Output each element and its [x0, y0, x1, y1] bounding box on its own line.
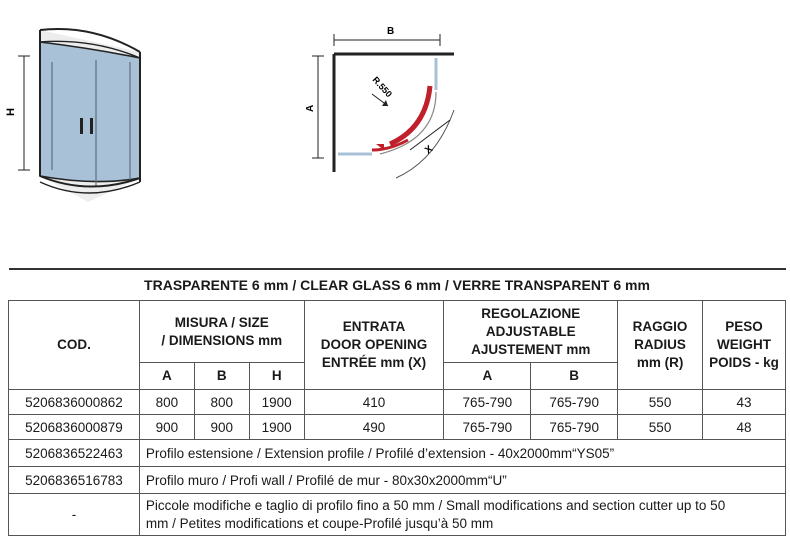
header-adj-line3: AJUSTEMENT mm: [471, 341, 591, 357]
header-adj-line1: REGOLAZIONE: [481, 305, 581, 321]
note-line1: Piccole modifiche e taglio di profilo fino a 50 mm / Small modifications and section cutter up to 50: [145, 497, 726, 513]
accessory-row: [9, 467, 786, 494]
header-adjustable: [444, 301, 618, 363]
table-title: TRASPARENTE 6 mm / CLEAR GLASS 6 mm / VERRE TRANSPARENT 6 mm: [144, 277, 650, 293]
header-adj-line2: ADJUSTABLE: [485, 323, 576, 339]
cell-adj-b: 765-790: [531, 415, 618, 440]
header-radius-line1: RAGGIO: [632, 319, 688, 334]
header-weight-line1: PESO: [725, 319, 763, 334]
table-row: [9, 415, 786, 440]
header-radius-line3: mm (R): [636, 355, 684, 370]
note-description: [139, 494, 785, 536]
header-entry-line1: ENTRATA: [342, 319, 406, 334]
cell-entry: 490: [304, 415, 444, 440]
cell-adj-a: 765-790: [444, 390, 531, 415]
cell-adj-b: 765-790: [531, 390, 618, 415]
accessory-row: [9, 440, 786, 467]
subheader-adj-a: A: [444, 363, 531, 390]
header-entry-line2: DOOR OPENING: [320, 337, 428, 352]
header-entry: [304, 301, 444, 390]
cell-cod: 5206836000879: [9, 415, 140, 440]
accessory-cod: 5206836522463: [9, 440, 140, 467]
cell-a: 900: [139, 415, 194, 440]
cell-a: 800: [139, 390, 194, 415]
dim-x-label: X: [423, 143, 436, 157]
note-line2: mm / Petites modifications et coupe-Profilé jusqu’à 50 mm: [145, 515, 494, 531]
plan-view-diagram: [312, 34, 454, 178]
header-weight: [703, 301, 786, 390]
header-cod: COD.: [9, 301, 140, 390]
table-row: [9, 390, 786, 415]
cell-radius: 550: [618, 415, 703, 440]
dim-a-label: A: [305, 104, 316, 112]
cell-b: 800: [194, 390, 249, 415]
note-row: [9, 494, 786, 536]
header-weight-line3: POIDS - kg: [709, 355, 779, 370]
cell-adj-a: 765-790: [444, 415, 531, 440]
cell-weight: 48: [703, 415, 786, 440]
cell-h: 1900: [249, 390, 304, 415]
header-size: [139, 301, 304, 363]
subheader-a: A: [139, 363, 194, 390]
radius-label: R.550: [370, 74, 395, 100]
shower-enclosure-illustration: [18, 29, 140, 202]
cell-cod: 5206836000862: [9, 390, 140, 415]
accessory-description: Profilo muro / Profi wall / Profilé de mur - 80x30x2000mm“U”: [139, 467, 785, 494]
header-weight-line2: WEIGHT: [717, 337, 771, 352]
subheader-adj-b: B: [531, 363, 618, 390]
header-size-line1: MISURA / SIZE: [174, 314, 269, 330]
accessory-cod: 5206836516783: [9, 467, 140, 494]
cell-radius: 550: [618, 390, 703, 415]
header-radius-line2: RADIUS: [634, 337, 686, 352]
cell-b: 900: [194, 415, 249, 440]
header-radius: [618, 301, 703, 390]
accessory-description: Profilo estensione / Extension profile / Profilé d’extension - 40x2000mm“YS05”: [139, 440, 785, 467]
header-entry-line3: ENTRÉE mm (X): [321, 355, 427, 370]
cell-entry: 410: [304, 390, 444, 415]
product-drawings: [0, 0, 790, 260]
dim-b-label: B: [387, 26, 395, 37]
subheader-h: H: [249, 363, 304, 390]
cell-weight: 43: [703, 390, 786, 415]
header-size-line2: / DIMENSIONS mm: [161, 332, 283, 348]
height-label: H: [5, 108, 17, 116]
cell-h: 1900: [249, 415, 304, 440]
spec-table: [8, 268, 786, 536]
subheader-b: B: [194, 363, 249, 390]
note-cod: -: [9, 494, 140, 536]
